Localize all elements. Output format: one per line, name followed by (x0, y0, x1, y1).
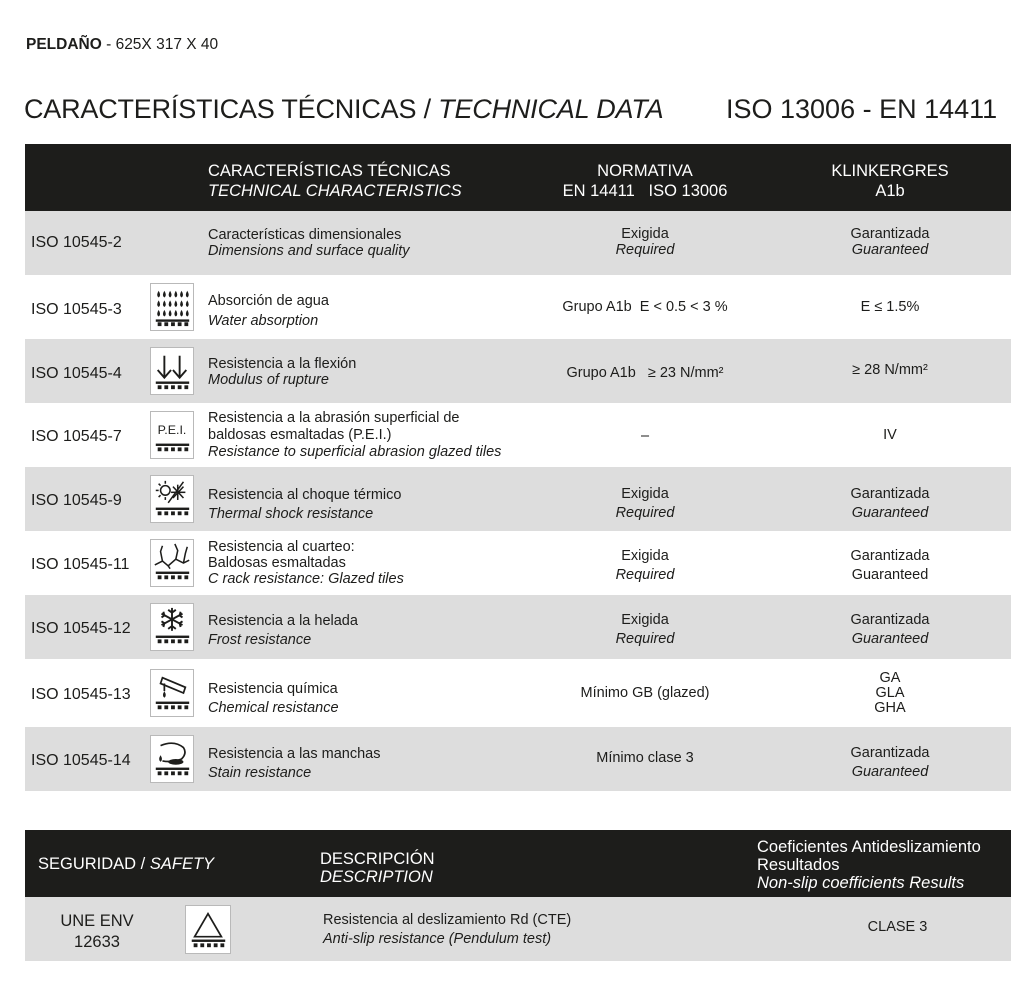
page-title (24, 94, 663, 125)
row-result: ≥ 28 N/mm² (852, 362, 928, 378)
row-description (208, 356, 356, 388)
description-en: Stain resistance (208, 765, 312, 781)
result-es: Garantizada (850, 226, 930, 242)
page-title-es: CARACTERÍSTICAS TÉCNICAS / (24, 94, 439, 124)
header-normative-title: NORMATIVA (597, 162, 693, 180)
header-characteristics-en: TECHNICAL CHARACTERISTICS (208, 182, 462, 200)
row-result (785, 226, 995, 258)
table-row (25, 403, 1011, 467)
result-es: Garantizada (850, 548, 930, 564)
table-row (25, 275, 1011, 339)
normative-es: Exigida (621, 486, 669, 502)
description-es: Absorción de agua (208, 293, 329, 309)
row-result: IV (883, 427, 897, 443)
normative-en: Required (615, 631, 675, 647)
description-es-2: Baldosas esmaltadas (208, 555, 346, 571)
result-en: Guaranteed (851, 764, 929, 780)
crack-icon (150, 539, 194, 587)
table-row (25, 211, 1011, 275)
safety-table-header (25, 830, 1011, 897)
row-description (208, 227, 410, 259)
standard-reference: ISO 13006 - EN 14411 (726, 94, 998, 124)
description-es: Resistencia a la flexión (208, 356, 357, 372)
safety-row (25, 897, 1011, 961)
safety-header-es: SEGURIDAD / (38, 855, 150, 873)
row-code: ISO 10545-12 (31, 620, 131, 637)
description-en: Water absorption (208, 313, 319, 329)
row-description (208, 612, 358, 650)
description-en: Modulus of rupture (208, 372, 329, 388)
header-result-title: KLINKERGRES (831, 162, 949, 180)
safety-header-results-1: Coeficientes Antideslizamiento (757, 838, 981, 856)
row-result (785, 485, 995, 523)
safety-header-en: SAFETY (149, 855, 215, 873)
row-normative (525, 226, 765, 258)
header-result-class: A1b (875, 182, 905, 200)
table-row (25, 595, 1011, 659)
header-result (785, 161, 995, 201)
safety-header-description (320, 850, 435, 886)
table-row (25, 659, 1011, 727)
row-code: ISO 10545-7 (31, 428, 122, 445)
row-result (785, 611, 995, 649)
thermal-shock-icon (150, 475, 194, 523)
water-drops-icon (150, 283, 194, 331)
row-normative (525, 611, 765, 649)
row-description (208, 745, 380, 783)
description-en: Chemical resistance (208, 700, 339, 716)
row-normative (525, 547, 765, 585)
row-result (785, 547, 995, 585)
page-title-en: TECHNICAL DATA (438, 94, 664, 124)
description-es: Resistencia química (208, 681, 338, 697)
safety-description-es: Resistencia al deslizamiento Rd (CTE) (323, 912, 572, 928)
table-header (25, 144, 1011, 211)
description-es: Resistencia a la helada (208, 613, 358, 629)
table-row (25, 467, 1011, 531)
normative-en: Required (615, 242, 675, 258)
row-code: ISO 10545-13 (31, 686, 131, 703)
row-code: ISO 10545-9 (31, 492, 122, 509)
anti-slip-icon (185, 905, 231, 954)
row-code: ISO 10545-2 (31, 234, 122, 251)
header-characteristics-es: CARACTERÍSTICAS TÉCNICAS (208, 162, 451, 180)
safety-code-1: UNE ENV (60, 912, 134, 930)
safety-header-results (757, 838, 981, 892)
description-en: Resistance to superficial abrasion glazed tiles (208, 444, 502, 460)
safety-header-results-3: Non-slip coefficients Results (757, 874, 965, 892)
chemical-icon (150, 669, 194, 717)
description-en: Frost resistance (208, 632, 312, 648)
safety-header-results-2: Resultados (757, 856, 840, 874)
frost-icon (150, 603, 194, 651)
normative-en: Required (615, 505, 675, 521)
row-code: ISO 10545-14 (31, 752, 131, 769)
normative-es: Exigida (621, 612, 669, 628)
row-normative: Mínimo clase 3 (596, 750, 694, 766)
product-dimensions: - 625X 317 X 40 (101, 36, 219, 53)
row-normative (525, 485, 765, 523)
stain-icon (150, 735, 194, 783)
safety-description (323, 911, 571, 949)
row-code: ISO 10545-11 (31, 556, 130, 573)
normative-es: Exigida (621, 226, 669, 242)
result-es: Garantizada (850, 612, 930, 628)
row-description (208, 410, 501, 461)
description-es: Resistencia a las manchas (208, 746, 381, 762)
description-en: Thermal shock resistance (208, 506, 374, 522)
description-es: Resistencia al choque térmico (208, 487, 402, 503)
product-title (26, 36, 218, 54)
row-result (785, 744, 995, 782)
row-description (208, 680, 339, 718)
pei-icon (150, 411, 194, 459)
description-en: C rack resistance: Glazed tiles (208, 571, 404, 587)
row-code: ISO 10545-3 (31, 301, 122, 318)
safety-result: CLASE 3 (867, 919, 928, 935)
result-1: GA (879, 670, 901, 686)
description-es: Resistencia al cuarteo: (208, 539, 355, 555)
safety-header-title (38, 855, 214, 873)
description-es: Características dimensionales (208, 227, 402, 243)
row-result (785, 671, 995, 716)
row-normative: Grupo A1b E < 0.5 < 3 % (562, 299, 728, 315)
normative-es: Exigida (621, 548, 669, 564)
result-es: Garantizada (850, 486, 930, 502)
pei-icon-label: P.E.I. (157, 423, 187, 438)
header-normative-standards: EN 14411 ISO 13006 (562, 182, 728, 200)
row-normative: Grupo A1b ≥ 23 N/mm² (566, 365, 724, 381)
result-en: Guaranteed (851, 631, 929, 647)
row-description (208, 291, 329, 331)
safety-description-en: Anti-slip resistance (Pendulum test) (323, 931, 552, 947)
header-normative (525, 161, 765, 201)
row-normative: Mínimo GB (glazed) (580, 685, 710, 701)
product-label: PELDAÑO (26, 36, 102, 53)
header-characteristics (208, 161, 462, 201)
safety-code (47, 911, 147, 953)
result-en: Guaranteed (851, 505, 929, 521)
flexion-arrows-icon (150, 347, 194, 395)
safety-code-2: 12633 (74, 933, 120, 951)
row-description (208, 539, 404, 587)
result-en: Guaranteed (851, 567, 929, 583)
result-en: Guaranteed (851, 242, 929, 258)
description-es-2: baldosas esmaltadas (P.E.I.) (208, 427, 392, 443)
table-row (25, 727, 1011, 791)
result-2: GLA (875, 685, 905, 701)
safety-header-description-es: DESCRIPCIÓN (320, 850, 435, 868)
result-es: Garantizada (850, 745, 930, 761)
row-result: E ≤ 1.5% (860, 299, 920, 315)
safety-header-description-en: DESCRIPTION (320, 868, 433, 886)
result-3: GHA (874, 700, 906, 716)
row-code: ISO 10545-4 (31, 365, 122, 382)
description-en: Dimensions and surface quality (208, 243, 410, 259)
normative-en: Required (615, 567, 675, 583)
table-row (25, 339, 1011, 403)
row-normative: – (640, 428, 650, 444)
row-description (208, 486, 401, 524)
table-row (25, 531, 1011, 595)
description-es: Resistencia a la abrasión superficial de (208, 410, 460, 426)
